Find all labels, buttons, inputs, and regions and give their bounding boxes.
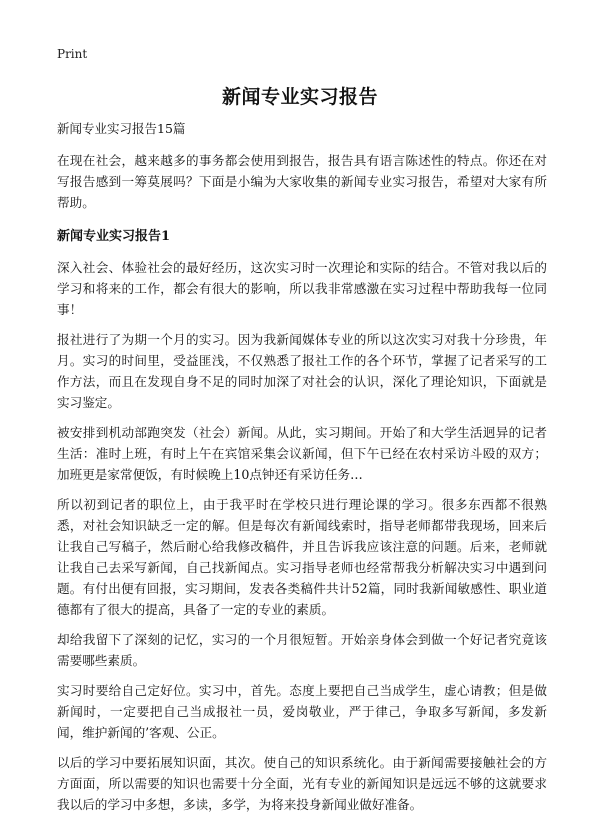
print-link[interactable]: Print — [57, 47, 88, 61]
document-title: 新闻专业实习报告 — [221, 86, 378, 108]
body-paragraph: 被安排到机动部跑突发（社会）新闻。从此，实习期间。开始了和大学生活迥异的记者生活：准时上班，有时上午在宾馆采集会议新闻，但下午已经在农村采访斗殴的双方；加班更是家常便饭，有时候晚上10点钟还有采访任务… — [57, 425, 547, 482]
body-paragraph: 所以初到记者的职位上，由于我平时在学校只进行理论课的学习。很多东西都不很熟悉，对社会知识缺乏一定的解。但是每次有新闻线索时，指导老师都带我现场，回来后让我自己写稿子，然后耐心给我修改稿件，并且告诉我应该注意的问题。后来，老师就让我自己去采写新闻，自己找新闻点。实习指导老师也经常帮我分析解决实习中遇到问题。有付出便有回报，实习期间，发表各类稿件共计52篇，同时我新闻敏感性、职业道德都有了很大的提高，具备了一定的专业的素质。 — [57, 497, 547, 617]
body-paragraph: 深入社会、体验社会的最好经历，这次实习时一次理论和实际的结合。不管对我以后的学习和将来的工作，都会有很大的影响，所以我非常感激在实习过程中帮助我每一位同事！ — [57, 260, 547, 317]
body-paragraph: 实习时要给自己定好位。实习中，首先。态度上要把自己当成学生，虚心请教；但是做新闻时，一定要把自己当成报社一员，爱岗敬业，严于律己，争取多写新闻，多发新闻，维护新闻的’客观、公正。 — [57, 683, 547, 740]
document-subtitle: 新闻专业实习报告15篇 — [57, 121, 186, 136]
intro-paragraph: 在现在社会，越来越多的事务都会使用到报告，报告具有语言陈述性的特点。你还在对写报告感到一筹莫展吗？下面是小编为大家收集的新闻专业实习报告，希望对大家有所帮助。 — [57, 153, 547, 210]
body-paragraph: 以后的学习中要拓展知识面，其次。使自己的知识系统化。由于新闻需要接触社会的方方面面，所以需要的知识也需要十分全面，光有专业的新闻知识是远远不够的这就要求我以后的学习中多想，多读，多学，为将来投身新闻业做好准备。 — [57, 755, 547, 812]
document-body — [57, 118, 547, 824]
section-heading: 新闻专业实习报告1 — [57, 229, 171, 244]
body-paragraph: 报社进行了为期一个月的实习。因为我新闻媒体专业的所以这次实习对我十分珍贵，年月。实习的时间里，受益匪浅，不仅熟悉了报社工作的各个环节，掌握了记者采写的工作方法，而且在发现自身不足的同时加深了对社会的认识，深化了理论知识，下面就是实习鉴定。 — [57, 332, 547, 410]
body-paragraph: 却给我留下了深刻的记忆，实习的一个月很短暂。开始亲身体会到做一个好记者究竟该需要哪些素质。 — [57, 632, 547, 668]
